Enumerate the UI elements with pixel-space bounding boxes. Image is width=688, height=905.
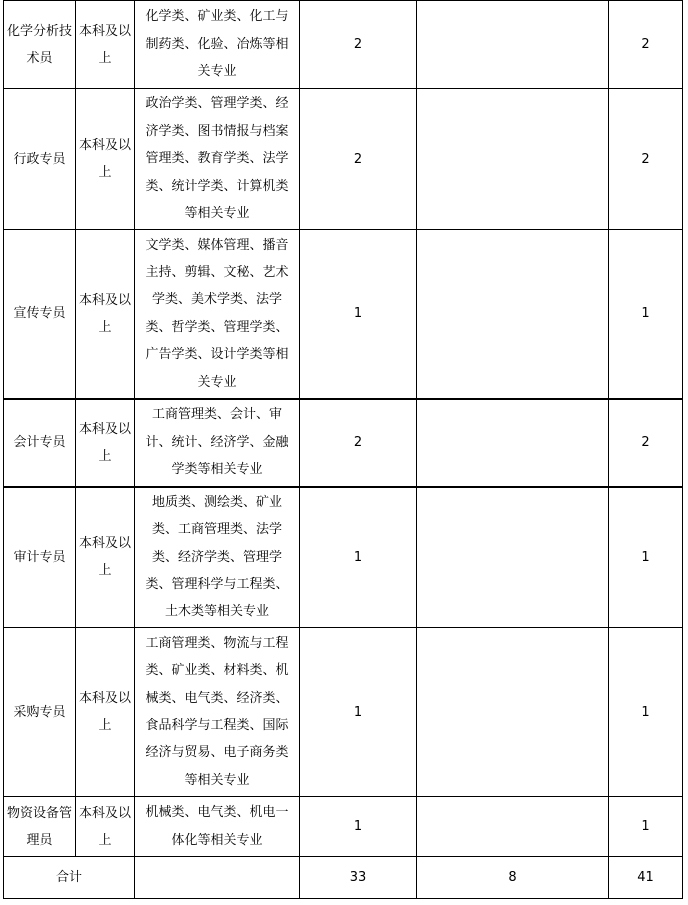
summary-count-a: 33	[300, 857, 417, 899]
majors-cell: 地质类、测绘类、矿业类、工商管理类、法学类、经济学类、管理学类、管理科学与工程类、土木类等相关专业	[135, 487, 300, 628]
majors-cell: 机械类、电气类、机电一体化等相关专业	[135, 797, 300, 857]
position-cell: 审计专员	[4, 487, 76, 628]
total-cell: 1	[609, 487, 683, 628]
majors-cell: 政治学类、管理学类、经济学类、图书情报与档案管理类、教育学类、法学类、统计学类、计算机类等相关专业	[135, 89, 300, 230]
table-row	[4, 89, 683, 230]
position-cell: 宣传专员	[4, 230, 76, 399]
education-cell: 本科及以上	[76, 230, 135, 399]
education-cell: 本科及以上	[76, 797, 135, 857]
total-cell: 1	[609, 797, 683, 857]
majors-cell: 工商管理类、物流与工程类、矿业类、材料类、机械类、电气类、经济类、食品科学与工程类、国际经济与贸易、电子商务类等相关专业	[135, 628, 300, 797]
total-cell: 1	[609, 230, 683, 399]
total-cell: 2	[609, 399, 683, 487]
total-cell: 2	[609, 89, 683, 230]
table-row	[4, 487, 683, 628]
total-cell: 1	[609, 628, 683, 797]
count-b-cell	[417, 89, 609, 230]
summary-total: 41	[609, 857, 683, 899]
count-a-cell: 2	[300, 89, 417, 230]
position-cell: 行政专员	[4, 89, 76, 230]
education-cell: 本科及以上	[76, 1, 135, 89]
majors-cell: 工商管理类、会计、审计、统计、经济学、金融学类等相关专业	[135, 399, 300, 487]
education-cell: 本科及以上	[76, 399, 135, 487]
table-row	[4, 628, 683, 797]
majors-cell: 化学类、矿业类、化工与制药类、化验、冶炼等相关专业	[135, 1, 300, 89]
position-cell: 会计专员	[4, 399, 76, 487]
summary-majors-cell	[135, 857, 300, 899]
position-cell: 化学分析技术员	[4, 1, 76, 89]
count-a-cell: 1	[300, 230, 417, 399]
count-b-cell	[417, 1, 609, 89]
count-a-cell: 2	[300, 1, 417, 89]
summary-label: 合计	[4, 857, 135, 899]
count-b-cell	[417, 628, 609, 797]
recruitment-table	[3, 0, 683, 899]
position-cell: 采购专员	[4, 628, 76, 797]
education-cell: 本科及以上	[76, 89, 135, 230]
position-cell: 物资设备管理员	[4, 797, 76, 857]
count-b-cell	[417, 797, 609, 857]
table-row	[4, 399, 683, 487]
education-cell: 本科及以上	[76, 628, 135, 797]
count-a-cell: 1	[300, 797, 417, 857]
count-a-cell: 2	[300, 399, 417, 487]
table-row	[4, 1, 683, 89]
total-cell: 2	[609, 1, 683, 89]
count-a-cell: 1	[300, 628, 417, 797]
table-row	[4, 797, 683, 857]
count-a-cell: 1	[300, 487, 417, 628]
summary-count-b: 8	[417, 857, 609, 899]
table-row	[4, 230, 683, 399]
education-cell: 本科及以上	[76, 487, 135, 628]
summary-row	[4, 857, 683, 899]
count-b-cell	[417, 399, 609, 487]
count-b-cell	[417, 487, 609, 628]
majors-cell: 文学类、媒体管理、播音主持、剪辑、文秘、艺术学类、美术学类、法学类、哲学类、管理学类、广告学类、设计学类等相关专业	[135, 230, 300, 399]
count-b-cell	[417, 230, 609, 399]
